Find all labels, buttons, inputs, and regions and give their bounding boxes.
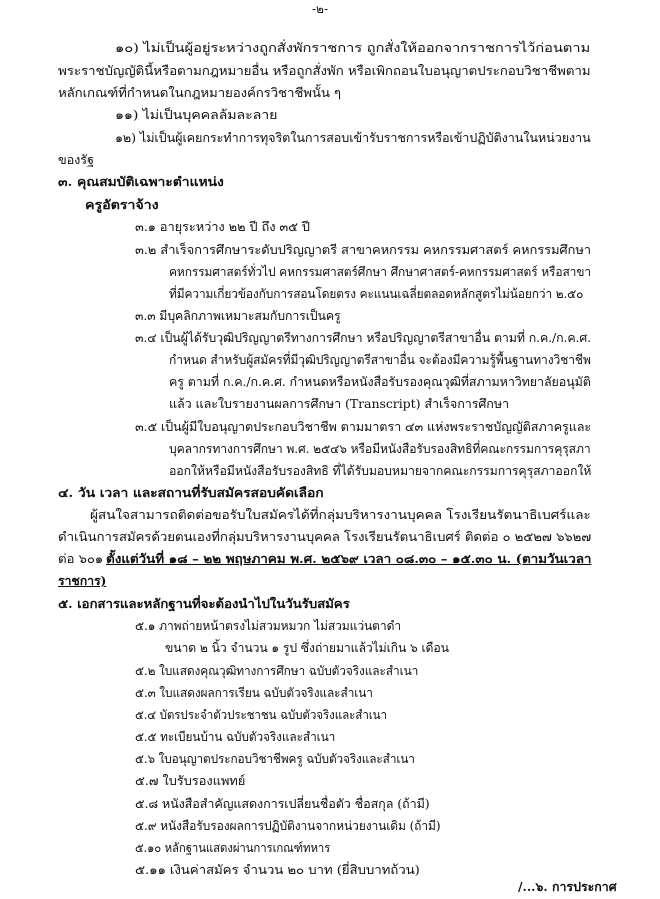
text-line: ๕.๒ ใบแสดงคุณวุฒิทางการศึกษา ฉบับตัวจริงและสำเนา — [135, 663, 419, 678]
text-line: ๓.๑ อายุระหว่าง ๒๒ ปี ถึง ๓๕ ปี — [135, 219, 310, 234]
text-line: แล้ว และใบรายงานผลการศึกษา (Transcript) สำเร็จการศึกษา — [169, 396, 510, 411]
text-line: ๑๒) ไม่เป็นผู้เคยกระทำการทุจริตในการสอบเข้ารับราชการหรือเข้าปฏิบัติงานในหน่วยงาน — [115, 130, 591, 145]
text-line: ๕.๖ ใบอนุญาตประกอบวิชาชีพครู ฉบับตัวจริงและสำเนา — [135, 751, 415, 766]
text-line: ๔. วัน เวลา และสถานที่รับสมัครสอบคัดเลือก — [58, 485, 324, 500]
text-line: ราชการ) — [58, 573, 107, 588]
text-line: ๕.๑ ภาพถ่ายหน้าตรงไม่สวมหมวก ไม่สวมแว่นตาดำ — [135, 618, 402, 633]
text-line: ต่อ ๖๐๑ — [58, 551, 104, 566]
text-line: ๓.๓ มีบุคลิกภาพเหมาะสมกับการเป็นครู — [135, 308, 341, 323]
text-line: ออกให้หรือมีหนังสือรับรองสิทธิ ที่ได้รับมอบหมายจากคณะกรรมการคุรุสภาออกให้ — [169, 463, 592, 478]
text-line: ๓.๔ เป็นผู้ได้รับวุฒิปริญญาตรีทางการศึกษา หรือปริญญาตรีสาขาอื่น ตามที่ ก.ค./ก.ค.ศ. — [135, 330, 591, 345]
text-line: ๕.๗ ใบรับรองแพทย์ — [135, 773, 246, 788]
text-line: ๕.๑๐ หลักฐานแสดงผ่านการเกณฑ์ทหาร — [135, 840, 331, 855]
text-line: ๓. คุณสมบัติเฉพาะตำแหน่ง — [58, 174, 224, 189]
text-line: ๕.๕ ทะเบียนบ้าน ฉบับตัวจริงและสำเนา — [135, 729, 336, 744]
text-line: ขนาด ๒ นิ้ว จำนวน ๑ รูป ซึ่งถ่ายมาแล้วไม่เกิน ๖ เดือน — [165, 640, 449, 655]
text-line: ๕.๓ ใบแสดงผลการเรียน ฉบับตัวจริงและสำเนา — [135, 685, 373, 700]
page-number: -๒- — [312, 2, 329, 16]
text-line: ๑๐) ไม่เป็นผู้อยู่ระหว่างถูกสั่งพักราชการ ถูกสั่งให้ออกจากราชการไว้ก่อนตาม — [115, 40, 591, 55]
text-line: หลักเกณฑ์ที่กำหนดในกฎหมายองค์กรวิชาชีพนั้น ๆ — [58, 85, 341, 100]
text-line: พระราชบัญญัตินี้หรือตามกฎหมายอื่น หรือถูกสั่งพัก หรือเพิกถอนใบอนุญาตประกอบวิชาชีพตาม — [58, 63, 591, 78]
text-line: ๕. เอกสารและหลักฐานที่จะต้องนำไปในวันรับสมัคร — [58, 596, 350, 611]
text-line: ผู้สนใจสามารถติดต่อขอรับใบสมัครได้ที่กลุ่มบริหารงานบุคคล โรงเรียนรัตนาธิเบศร์และ — [90, 507, 591, 522]
text-line: ครู ตามที่ ก.ค./ก.ค.ศ. กำหนดหรือหนังสือรับรองคุณวุฒิที่สภามหาวิทยาลัยอนุมัติ — [169, 374, 591, 389]
text-line: กำหนด สำหรับผู้สมัครที่มีวุฒิปริญญาตรีสาขาอื่น จะต้องมีความรู้พื้นฐานทางวิชาชีพ — [169, 352, 591, 367]
text-line: ๕.๙ หนังสือรับรองผลการปฏิบัติงานจากหน่วยงานเดิม (ถ้ามี) — [135, 818, 441, 833]
text-line: ตั้งแต่วันที่ ๑๘ – ๒๒ พฤษภาคม พ.ศ. ๒๕๖๙ เวลา ๐๘.๓๐ – ๑๕.๓๐ น. (ตามวันเวลา — [106, 551, 592, 566]
text-line: บุคลากรทางการศึกษา พ.ศ. ๒๕๔๖ หรือมีหนังสือรับรองสิทธิที่คณะกรรมการคุรุสภา — [169, 441, 591, 456]
text-line: ๕.๔ บัตรประจำตัวประชาชน ฉบับตัวจริงและสำเนา — [135, 707, 387, 722]
text-line: ๑๑) ไม่เป็นบุคคลล้มละลาย — [115, 107, 278, 122]
text-line: ๓.๕ เป็นผู้มีใบอนุญาตประกอบวิชาชีพ ตามมาตรา ๔๓ แห่งพระราชบัญญัติสภาครูและ — [135, 419, 592, 434]
text-line: ดำเนินการสมัครด้วยตนเองที่กลุ่มบริหารงานบุคคล โรงเรียนรัตนาธิเบศร์ ติดต่อ ๐ ๒๕๒๗ ๖๖๒๗ — [58, 529, 592, 544]
text-line: ๓.๒ สำเร็จการศึกษาระดับปริญญาตรี สาขาคหกรรม คหกรรมศาสตร์ คหกรรมศึกษา — [135, 242, 591, 257]
text-line: ๕.๘ หนังสือสำคัญแสดงการเปลี่ยนชื่อตัว ชื่อสกุล (ถ้ามี) — [135, 796, 430, 811]
text-line: ๕.๑๑ เงินค่าสมัคร จำนวน ๒๐ บาท (ยี่สิบบาทถ้วน) — [135, 862, 420, 877]
text-line: ครูอัตราจ้าง — [85, 197, 159, 212]
text-line: ที่มีความเกี่ยวข้องกับการสอนโดยตรง คะแนนเฉลี่ยตลอดหลักสูตรไม่น้อยกว่า ๒.๕๐ — [169, 286, 584, 301]
continuation-footer: /...๖. การประกาศ — [518, 879, 617, 894]
text-line: คหกรรมศาสตร์ทั่วไป คหกรรมศาสตร์ศึกษา ศึกษาศาสตร์-คหกรรมศาสตร์ หรือสาขา — [169, 264, 591, 279]
text-line: ของรัฐ — [58, 152, 94, 167]
